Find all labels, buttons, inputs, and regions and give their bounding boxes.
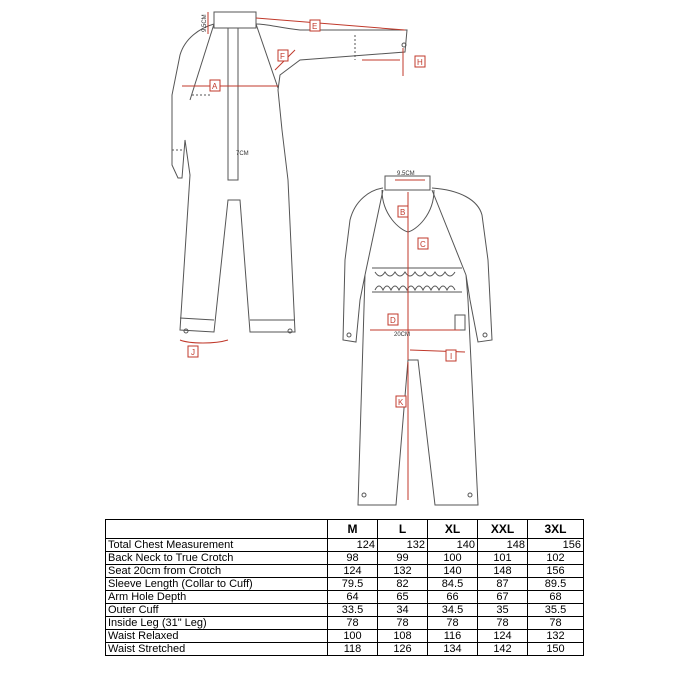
table-row: [106, 565, 584, 578]
cell-xl: 34.5: [428, 604, 478, 617]
cell-3xl: 156: [528, 565, 584, 578]
cell-xxl: 148: [478, 565, 528, 578]
svg-text:H: H: [417, 58, 423, 67]
cell-l: 82: [378, 578, 428, 591]
table-row: [106, 539, 584, 552]
row-label: Back Neck to True Crotch: [106, 552, 328, 565]
cell-m: 124: [328, 539, 378, 552]
cell-m: 98: [328, 552, 378, 565]
label-box-i: [446, 350, 456, 361]
cell-l: 132: [378, 539, 428, 552]
table-header-row: [106, 520, 584, 539]
size-chart-table: [105, 519, 584, 656]
table-row: [106, 630, 584, 643]
header-size-xl: XL: [428, 520, 478, 539]
cell-xl: 140: [428, 565, 478, 578]
svg-text:D: D: [390, 316, 396, 325]
svg-text:I: I: [450, 352, 453, 361]
cell-xxl: 78: [478, 617, 528, 630]
back-view-outline: [343, 176, 492, 505]
label-box-k: [396, 396, 406, 407]
svg-text:K: K: [398, 398, 404, 407]
table-row: [106, 617, 584, 630]
table-row: [106, 591, 584, 604]
header-size-m: M: [328, 520, 378, 539]
row-label: Waist Relaxed: [106, 630, 328, 643]
cell-l: 108: [378, 630, 428, 643]
cell-l: 78: [378, 617, 428, 630]
row-label: Total Chest Measurement: [106, 539, 328, 552]
cell-3xl: 156: [528, 539, 584, 552]
fly-text: 7CM: [236, 151, 249, 157]
svg-text:A: A: [212, 82, 218, 91]
row-label: Seat 20cm from Crotch: [106, 565, 328, 578]
cell-xl: 78: [428, 617, 478, 630]
cell-xl: 84.5: [428, 578, 478, 591]
cell-xl: 100: [428, 552, 478, 565]
label-box-c: [418, 238, 428, 249]
cell-l: 34: [378, 604, 428, 617]
header-size-l: L: [378, 520, 428, 539]
cell-3xl: 89.5: [528, 578, 584, 591]
cell-m: 100: [328, 630, 378, 643]
table-row: [106, 643, 584, 656]
label-box-b: [398, 206, 408, 217]
label-box-d: [388, 314, 398, 325]
cell-xl: 140: [428, 539, 478, 552]
row-label: Waist Stretched: [106, 643, 328, 656]
cell-3xl: 150: [528, 643, 584, 656]
cell-xxl: 87: [478, 578, 528, 591]
cell-xxl: 101: [478, 552, 528, 565]
cell-m: 124: [328, 565, 378, 578]
header-blank: [106, 520, 328, 539]
measurement-lines-back: [370, 180, 465, 500]
header-size-xxl: XXL: [478, 520, 528, 539]
cell-xl: 134: [428, 643, 478, 656]
cell-xxl: 35: [478, 604, 528, 617]
label-box-j: [188, 346, 198, 357]
cell-xl: 116: [428, 630, 478, 643]
svg-text:F: F: [280, 52, 285, 61]
label-box-e: [310, 20, 320, 31]
cell-m: 78: [328, 617, 378, 630]
cell-l: 126: [378, 643, 428, 656]
label-box-f: [278, 50, 288, 61]
cell-xxl: 124: [478, 630, 528, 643]
header-size-3xl: 3XL: [528, 520, 584, 539]
cell-3xl: 78: [528, 617, 584, 630]
cell-3xl: 68: [528, 591, 584, 604]
row-label: Arm Hole Depth: [106, 591, 328, 604]
row-label: Inside Leg (31" Leg): [106, 617, 328, 630]
neck-front-text: 9.5CM: [202, 14, 208, 32]
cell-xxl: 142: [478, 643, 528, 656]
cell-m: 33.5: [328, 604, 378, 617]
cell-m: 79.5: [328, 578, 378, 591]
svg-text:B: B: [400, 208, 406, 217]
cell-xl: 66: [428, 591, 478, 604]
label-box-h: [415, 56, 425, 67]
svg-text:J: J: [191, 348, 195, 357]
row-label: Sleeve Length (Collar to Cuff): [106, 578, 328, 591]
cell-m: 64: [328, 591, 378, 604]
svg-text:E: E: [312, 22, 318, 31]
cell-m: 118: [328, 643, 378, 656]
cell-l: 99: [378, 552, 428, 565]
label-box-a: [210, 80, 220, 91]
table-row: [106, 578, 584, 591]
cell-3xl: 102: [528, 552, 584, 565]
row-label: Outer Cuff: [106, 604, 328, 617]
cell-3xl: 132: [528, 630, 584, 643]
cell-l: 65: [378, 591, 428, 604]
svg-text:C: C: [420, 240, 426, 249]
table-row: [106, 604, 584, 617]
cell-xxl: 148: [478, 539, 528, 552]
neck-back-text: 9.5CM: [397, 171, 415, 177]
seat-text: 20CM: [394, 332, 411, 338]
cell-3xl: 35.5: [528, 604, 584, 617]
table-row: [106, 552, 584, 565]
cell-xxl: 67: [478, 591, 528, 604]
cell-l: 132: [378, 565, 428, 578]
measurement-lines-front: [180, 12, 405, 343]
